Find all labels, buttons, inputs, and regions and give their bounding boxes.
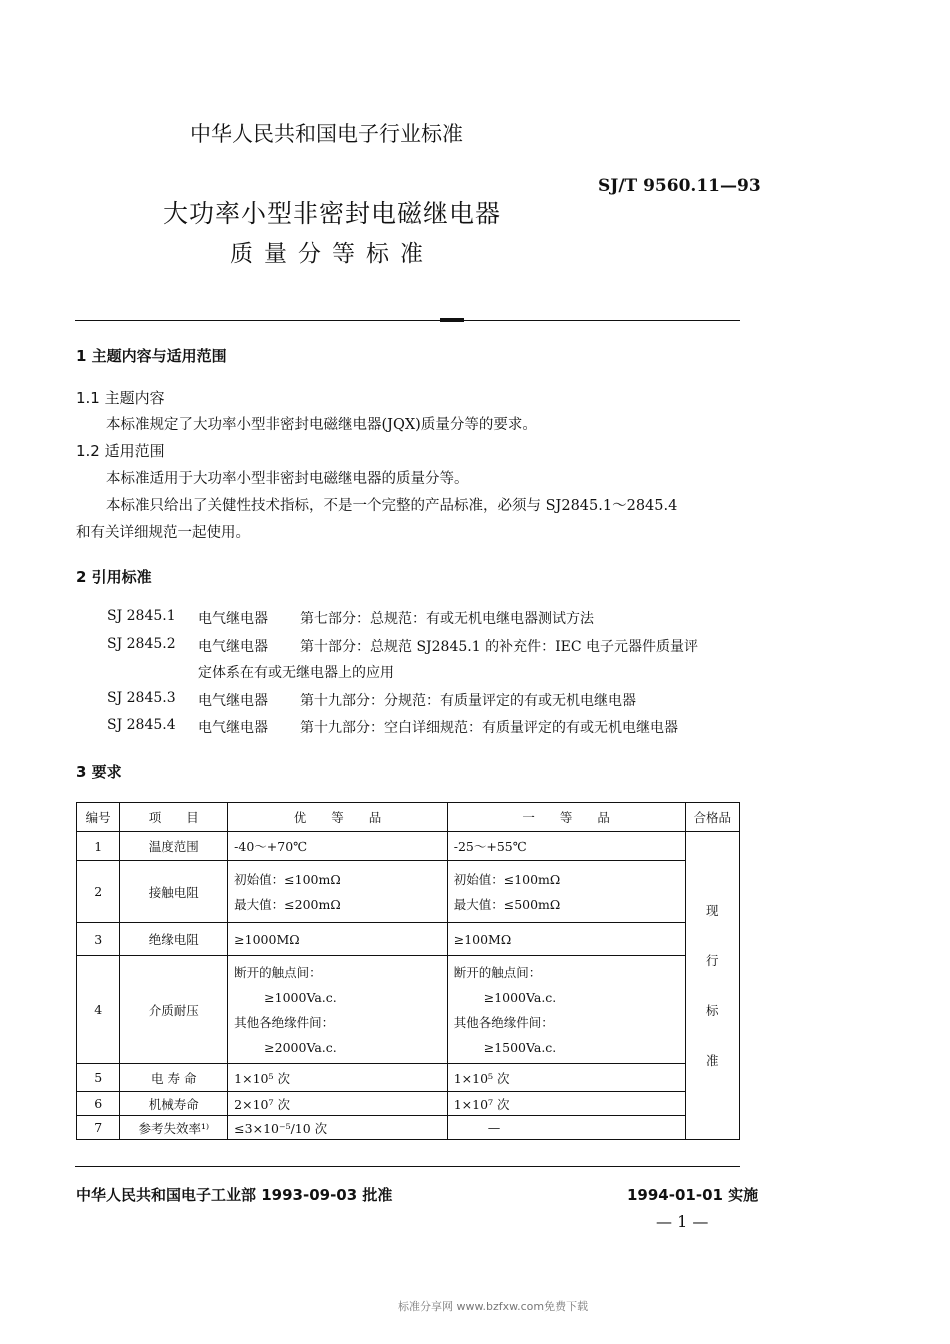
col-header-no: 编号 [77, 803, 120, 832]
cell-premium: -40～+70℃ [228, 832, 448, 861]
ref-desc: 第十九部分：分规范：有质量评定的有或无机电继电器 [300, 693, 636, 709]
cell-line: ≥1000Va.c. [483, 989, 557, 1005]
section-3-title: 3 要求 [76, 763, 122, 781]
issuing-org: 中华人民共和国电子行业标准 [190, 122, 463, 146]
cell-premium [228, 956, 448, 1064]
cell-no: 3 [77, 923, 120, 956]
ref-code: SJ 2845.1 [107, 608, 176, 624]
table-row [77, 832, 740, 861]
qualified-char: 现 [706, 902, 719, 918]
cell-item: 电 寿 命 [120, 1064, 228, 1092]
footer-rule [75, 1166, 740, 1167]
ref-code: SJ 2845.2 [107, 636, 176, 652]
col-header-premium: 优 等 品 [228, 803, 448, 832]
cell-line: ≥2000Va.c. [264, 1039, 337, 1055]
table-header-row [77, 803, 740, 832]
table-row [77, 956, 740, 1064]
cell-line: ≥1000Va.c. [264, 989, 337, 1005]
cell-item: 温度范围 [120, 832, 228, 861]
section-1-2-text1: 本标准适用于大功率小型非密封电磁继电器的质量分等。 [106, 471, 469, 487]
ref-code: SJ 2845.3 [107, 690, 176, 706]
cell-first: ≥100MΩ [447, 923, 685, 956]
doc-title-line2: 质量分等标准 [230, 241, 434, 267]
table-row [77, 923, 740, 956]
cell-no: 6 [77, 1092, 120, 1116]
section-2-title: 2 引用标准 [76, 568, 152, 586]
cell-no: 7 [77, 1116, 120, 1140]
cell-first: 1×10⁵ 次 [447, 1064, 685, 1092]
qualified-char: 标 [706, 1002, 719, 1018]
cell-premium: 2×10⁷ 次 [228, 1092, 448, 1116]
ref-name: 电气继电器 [198, 611, 268, 627]
cell-line: 断开的触点间： [453, 964, 542, 980]
cell-first [447, 956, 685, 1064]
standard-number: SJ/T 9560.11—93 [598, 176, 761, 196]
cell-item: 接触电阻 [120, 861, 228, 923]
cell-line: 断开的触点间： [234, 964, 322, 980]
section-1-2-text2b: 和有关详细规范一起使用。 [76, 525, 250, 541]
header-rule-mark [440, 318, 464, 322]
cell-no: 4 [77, 956, 120, 1064]
ref-code: SJ 2845.4 [107, 717, 176, 733]
section-1-1-text: 本标准规定了大功率小型非密封电磁继电器(JQX)质量分等的要求。 [106, 417, 537, 433]
ref-name: 电气继电器 [198, 693, 268, 709]
doc-title-line1: 大功率小型非密封电磁继电器 [163, 199, 502, 228]
cell-line: ≥1500Va.c. [483, 1039, 557, 1055]
approval-line: 中华人民共和国电子工业部 1993-09-03 批准 [76, 1186, 393, 1204]
ref-desc: 第十九部分：空白详细规范：有质量评定的有或无机电继电器 [300, 720, 678, 736]
table-row [77, 861, 740, 923]
cell-item: 绝缘电阻 [120, 923, 228, 956]
cell-premium: ≥1000MΩ [228, 923, 448, 956]
cell-first: -25～+55℃ [447, 832, 685, 861]
cell-qualified [685, 832, 739, 1140]
cell-premium [228, 861, 448, 923]
cell-line: 最大值：≤200mΩ [234, 896, 341, 912]
header-rule [75, 320, 740, 321]
cell-first [447, 861, 685, 923]
qualified-char: 准 [706, 1052, 719, 1068]
cell-line: 初始值：≤100mΩ [453, 871, 561, 887]
cell-line: 初始值：≤100mΩ [234, 871, 341, 887]
cell-no: 2 [77, 861, 120, 923]
cell-line: 其他各绝缘件间： [234, 1014, 335, 1030]
cell-item: 介质耐压 [120, 956, 228, 1064]
table-row [77, 1092, 740, 1116]
cell-first: 1×10⁷ 次 [447, 1092, 685, 1116]
ref-desc-cont: 定体系在有或无继电器上的应用 [198, 665, 394, 681]
ref-desc: 第十部分：总规范 SJ2845.1 的补充件：IEC 电子元器件质量评 [300, 639, 699, 655]
col-header-qualified: 合格品 [685, 803, 739, 832]
cell-no: 1 [77, 832, 120, 861]
cell-premium: 1×10⁵ 次 [228, 1064, 448, 1092]
cell-no: 5 [77, 1064, 120, 1092]
table-row [77, 1064, 740, 1092]
page-number: — 1 — [656, 1212, 709, 1231]
section-1-2-text2a: 本标准只给出了关健性技术指标，不是一个完整的产品标准，必须与 SJ2845.1～2845.4 [106, 498, 678, 514]
col-header-item: 项 目 [120, 803, 228, 832]
col-header-first: 一 等 品 [447, 803, 685, 832]
ref-name: 电气继电器 [198, 639, 268, 655]
section-1-1-title: 1.1 主题内容 [76, 389, 165, 407]
cell-line: 其他各绝缘件间： [453, 1014, 554, 1030]
effective-date: 1994-01-01 实施 [627, 1186, 759, 1204]
cell-line: 最大值：≤500mΩ [453, 896, 561, 912]
table-row [77, 1116, 740, 1140]
cell-first: — [447, 1116, 685, 1140]
qualified-char: 行 [706, 952, 719, 968]
cell-item: 机械寿命 [120, 1092, 228, 1116]
section-1-2-title: 1.2 适用范围 [76, 442, 165, 460]
ref-name: 电气继电器 [198, 720, 268, 736]
cell-item: 参考失效率¹⁾ [120, 1116, 228, 1140]
watermark: 标准分享网 www.bzfxw.com免费下载 [398, 1300, 589, 1313]
section-1-title: 1 主题内容与适用范围 [76, 347, 227, 365]
cell-premium: ≤3×10⁻⁵/10 次 [228, 1116, 448, 1140]
requirements-table [76, 802, 740, 1140]
ref-desc: 第七部分：总规范：有或无机电继电器测试方法 [300, 611, 594, 627]
